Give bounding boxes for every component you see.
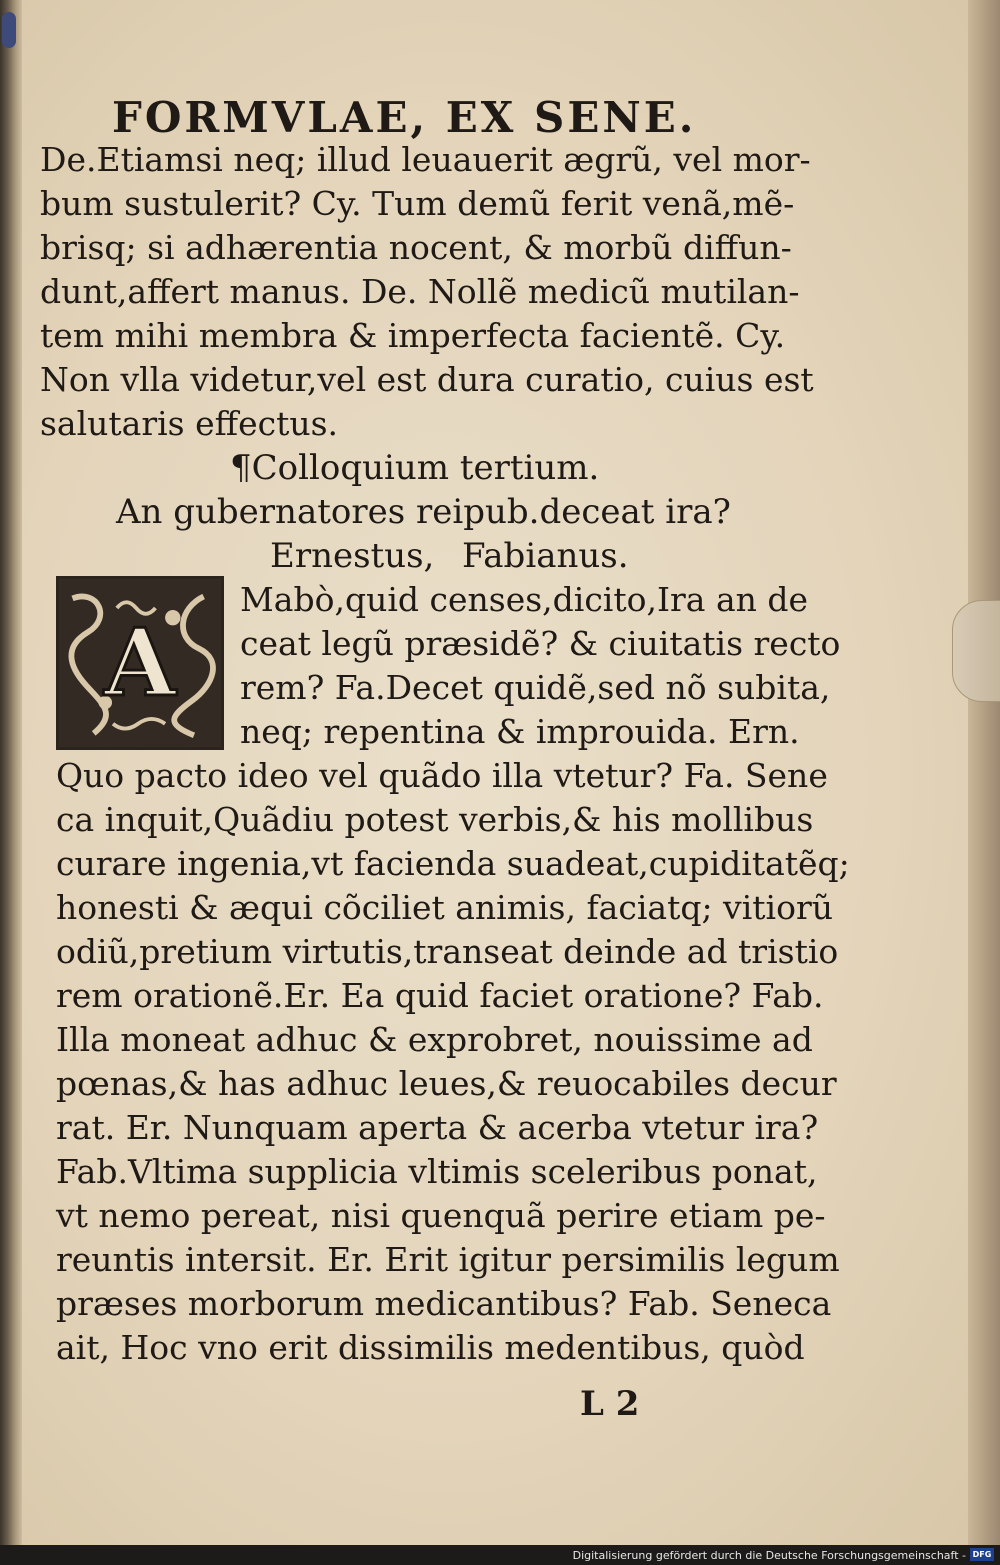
colloquium-heading: ¶Colloquium tertium. xyxy=(230,448,600,488)
text-line: brisq; si adhærentia nocent, & morbũ diffun- xyxy=(40,228,792,267)
text-line: salutaris effectus. xyxy=(40,404,339,443)
text-line: ceat legũ præsidẽ? & ciuitatis recto xyxy=(240,624,841,663)
text-line: pœnas,& has adhuc leues,& reuocabiles decur xyxy=(56,1064,837,1103)
footer-credit: Digitalisierung gefördert durch die Deutsche Forschungsgemeinschaft - xyxy=(572,1549,966,1562)
page-edge xyxy=(968,0,1000,1545)
gutter-marker xyxy=(2,12,16,48)
text-line: ait, Hoc vno erit dissimilis medentibus, quòd xyxy=(56,1328,805,1367)
speaker-second: Fabianus. xyxy=(462,536,629,576)
ornament-icon xyxy=(59,579,221,747)
speaker-first: Ernestus, xyxy=(270,536,435,576)
text-line: Mabò,quid censes,dicito,Ira an de xyxy=(240,580,809,619)
text-line: tem mihi membra & imperfecta facientẽ. Cy. xyxy=(40,316,786,355)
text-line: honesti & æqui cõciliet animis, faciatq; vitiorũ xyxy=(56,888,833,927)
initial-letter: A xyxy=(104,607,176,717)
text-line: Illa moneat adhuc & exprobret, nouissime ad xyxy=(56,1020,813,1059)
text-line: Fab.Vltima supplicia vltimis sceleribus ponat, xyxy=(56,1152,818,1191)
text-line: rem orationẽ.Er. Ea quid faciet oratione? Fab. xyxy=(56,976,824,1015)
text-line: vt nemo pereat, nisi quenquã perire etiam pe- xyxy=(56,1196,826,1235)
text-line: dunt,affert manus. De. Nollẽ medicũ mutilan- xyxy=(40,272,800,311)
text-line: neq; repentina & improuida. Ern. xyxy=(240,712,800,751)
text-line: præses morborum medicantibus? Fab. Seneca xyxy=(56,1284,832,1323)
decorated-initial xyxy=(56,576,224,750)
signature-mark: L 2 xyxy=(580,1384,640,1424)
dfg-logo: DFG xyxy=(970,1548,994,1561)
text-line: bum sustulerit? Cy. Tum demũ ferit venã,mẽ- xyxy=(40,184,795,223)
text-line: reuntis intersit. Er. Erit igitur persimilis legum xyxy=(56,1240,840,1279)
text-line: odiũ,pretium virtutis,transeat deinde ad tristio xyxy=(56,932,839,971)
text-line: ca inquit,Quãdiu potest verbis,& his mollibus xyxy=(56,800,814,839)
text-line: rat. Er. Nunquam aperta & acerba vtetur ira? xyxy=(56,1108,819,1147)
page-clip xyxy=(952,600,1000,702)
text-line: Quo pacto ideo vel quãdo illa vtetur? Fa. Sene xyxy=(56,756,828,795)
page-title: FORMVLAE, EX SENE. xyxy=(112,93,697,142)
colloquium-question: An gubernatores reipub.deceat ira? xyxy=(116,492,731,532)
text-line: Non vlla videtur,vel est dura curatio, cuius est xyxy=(40,360,814,399)
text-line: rem? Fa.Decet quidẽ,sed nõ subita, xyxy=(240,668,831,707)
text-line: De.Etiamsi neq; illud leuauerit ægrũ, vel mor- xyxy=(40,140,811,179)
text-line: curare ingenia,vt facienda suadeat,cupiditatẽq; xyxy=(56,844,850,883)
left-book-gutter xyxy=(0,0,22,1545)
